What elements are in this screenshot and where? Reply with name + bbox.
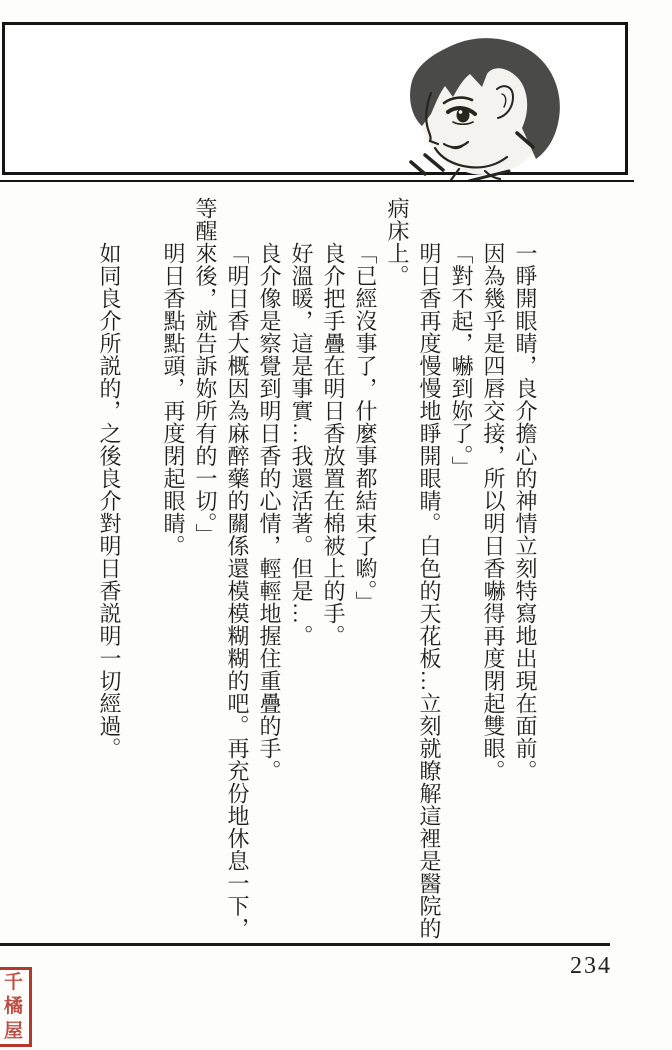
hand-stroke-1 — [425, 155, 443, 170]
paragraph-3: 「對不起，嚇到妳了。」 — [449, 242, 474, 479]
hand-stroke-2 — [411, 162, 425, 174]
frame-double-rule — [0, 180, 634, 182]
paragraph-5: 「已經沒事了，什麼事都結束了喲。」 — [353, 242, 378, 614]
paragraph-10: 明日香點點頭，再度閉起眼睛。 — [161, 242, 186, 557]
chapter-illustration-frame — [2, 22, 628, 175]
paragraph-4: 明日香再度慢慢地睜開眼睛。白色的天花板…立刻就瞭解這裡是醫院的病床上。 — [385, 197, 442, 940]
footer-rule — [0, 943, 610, 946]
seal-char-2: 橘 — [3, 996, 23, 1018]
portrait-head — [410, 38, 560, 181]
paragraph-1: 一睜開眼睛，良介擔心的神情立刻特寫地出現在面前。 — [513, 242, 538, 782]
eye-pupil — [457, 108, 470, 123]
eye-highlight — [459, 110, 463, 114]
paragraph-8: 良介像是察覺到明日香的心情，輕輕地握住重疊的手。 — [257, 242, 282, 782]
paragraph-9: 「明日香大概因為麻醉藥的關係還模模糊糊的吧。再充份地休息一下，等醒來後，就告訴妳所有的一切。」 — [193, 197, 250, 940]
paragraph-7: 好溫暖，這是事實…我還活著。但是…。 — [289, 242, 314, 647]
woman-portrait-illustration — [397, 31, 597, 181]
novel-text-block — [93, 197, 541, 943]
paragraph-2: 因為幾乎是四唇交接，所以明日香嚇得再度閉起雙眼。 — [481, 242, 506, 782]
paragraph-6: 良介把手疊在明日香放置在棉被上的手。 — [321, 242, 346, 647]
seal-char-3: 屋 — [3, 1021, 23, 1043]
neck-line-left — [451, 169, 459, 180]
page-number: 234 — [570, 953, 612, 979]
paragraph-11: 如同良介所説的，之後良介對明日香説明一切經過。 — [97, 242, 122, 760]
seal-char-1: 千 — [3, 971, 23, 993]
publisher-seal — [0, 967, 32, 1047]
